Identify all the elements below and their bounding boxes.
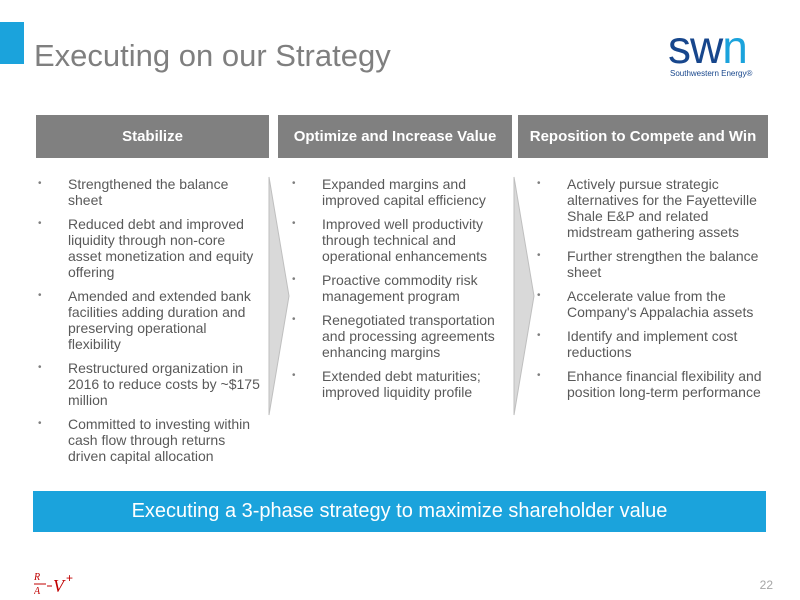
- bullet-item: • Accelerate value from the Company's Appalachia assets: [535, 288, 775, 320]
- bullet-item: • Reduced debt and improved liquidity through non-core asset monetization and equity offering: [36, 216, 261, 280]
- bullet-item: • Actively pursue strategic alternatives for the Fayetteville Shale E&P and related midstream gathering assets: [535, 176, 775, 240]
- bullet-item: • Renegotiated transportation and processing agreements enhancing margins: [290, 312, 512, 360]
- logo-wordmark: [668, 21, 747, 73]
- swn-logo: [668, 21, 774, 80]
- svg-text:A: A: [34, 586, 41, 597]
- svg-text:R: R: [34, 572, 41, 583]
- logo-tagline: Southwestern Energy®: [670, 69, 753, 78]
- chevron-arrow-icon: [268, 176, 290, 416]
- bullet-item: • Expanded margins and improved capital efficiency: [290, 176, 512, 208]
- bullet-item: • Identify and implement cost reductions: [535, 328, 775, 360]
- svg-text:V: V: [53, 576, 64, 596]
- title-accent-bar: [0, 22, 24, 64]
- svg-text:+: +: [66, 571, 74, 585]
- column-stabilize: [36, 176, 261, 472]
- header-reposition: Reposition to Compete and Win: [518, 115, 768, 158]
- bullet-item: • Enhance financial flexibility and position long-term performance: [535, 368, 775, 400]
- bullet-item: • Amended and extended bank facilities adding duration and preserving operational flexibility: [36, 288, 261, 352]
- bullet-item: • Committed to investing within cash flow through returns driven capital allocation: [36, 416, 261, 464]
- bullet-item: • Extended debt maturities; improved liquidity profile: [290, 368, 512, 400]
- bullet-item: • Strengthened the balance sheet: [36, 176, 261, 208]
- logo-word-accent: n: [722, 21, 747, 73]
- bullet-item: • Improved well productivity through technical and operational enhancements: [290, 216, 512, 264]
- page-number: 22: [759, 578, 773, 592]
- column-reposition: [535, 176, 775, 408]
- logo-word-main: sw: [668, 21, 723, 73]
- chevron-arrow-icon: [513, 176, 535, 416]
- header-stabilize: Stabilize: [36, 115, 269, 158]
- rav-logo-icon: [34, 568, 84, 598]
- summary-banner: Executing a 3-phase strategy to maximize shareholder value: [33, 491, 766, 532]
- bullet-item: • Further strengthen the balance sheet: [535, 248, 775, 280]
- column-optimize: [290, 176, 512, 408]
- bullet-item: • Proactive commodity risk management program: [290, 272, 512, 304]
- slide-title: Executing on our Strategy: [34, 38, 391, 73]
- bullet-item: • Restructured organization in 2016 to reduce costs by ~$175 million: [36, 360, 261, 408]
- header-optimize: Optimize and Increase Value: [278, 115, 512, 158]
